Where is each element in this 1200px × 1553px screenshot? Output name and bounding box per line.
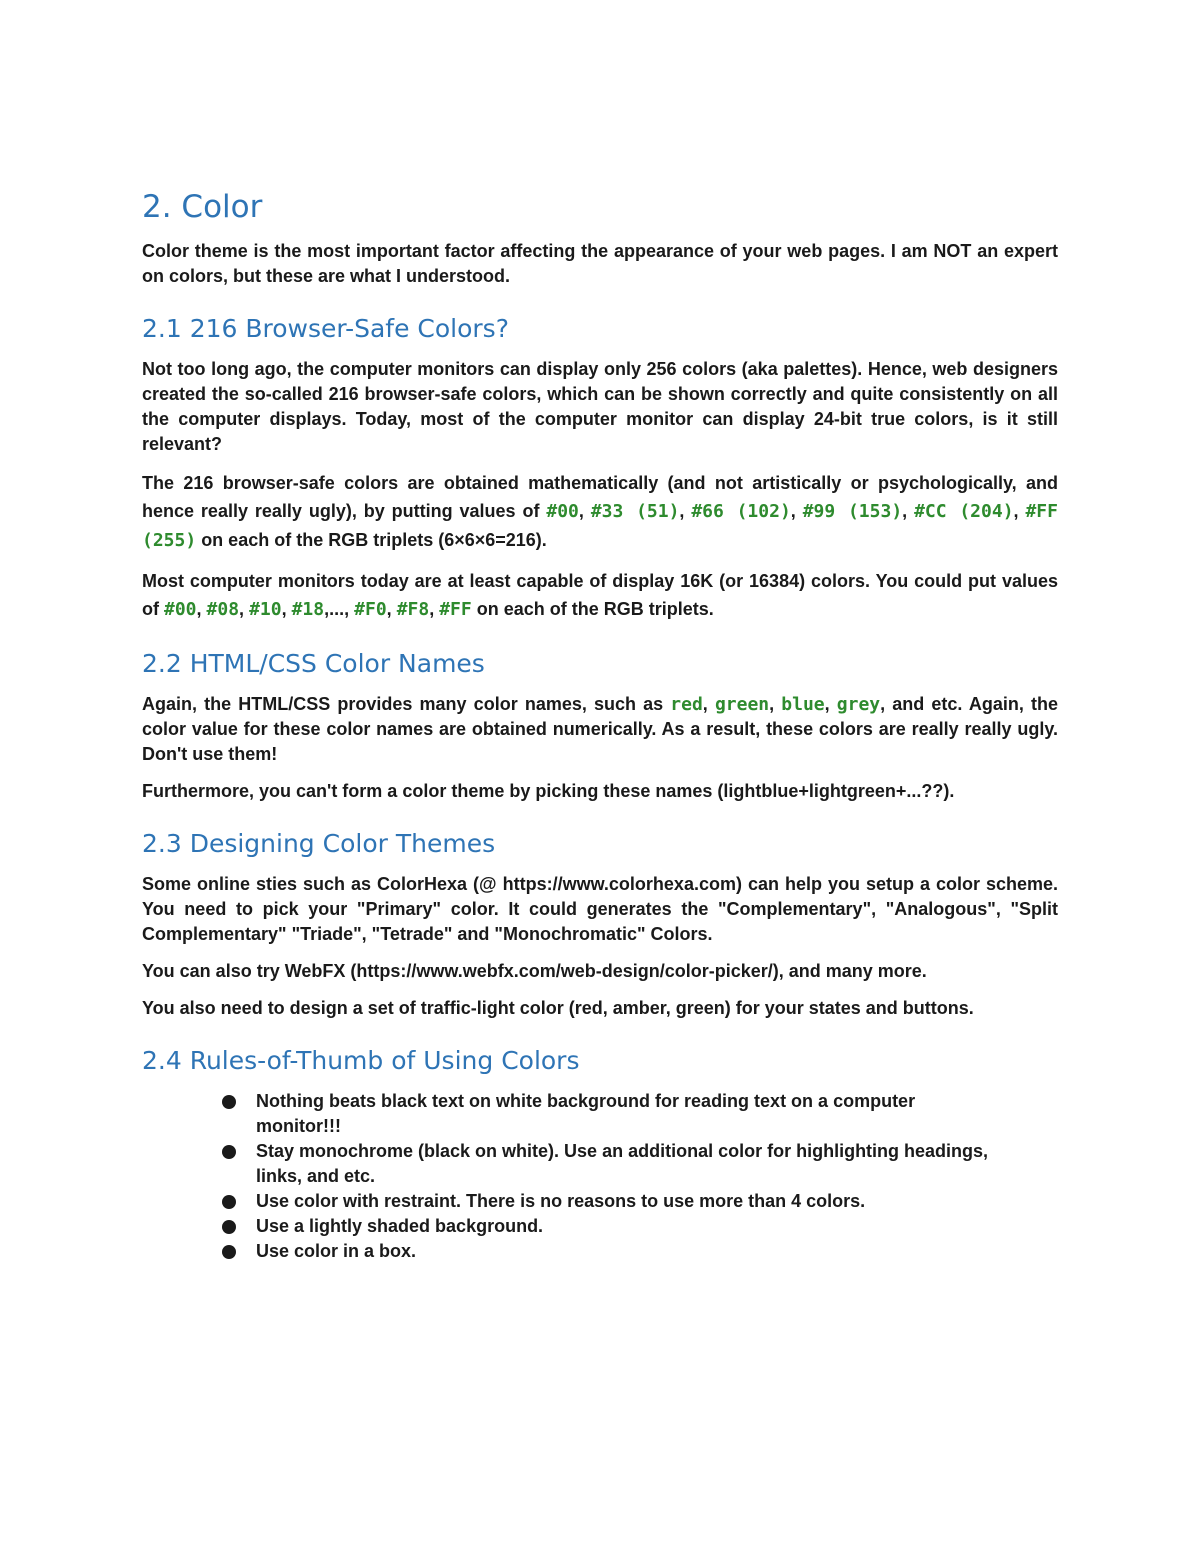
s21-paragraph-1: Not too long ago, the computer monitors can display only 256 colors (aka palettes). Hence, web designers created the so-called 216 browser-safe colors, which can be shown correctly and quite consistently on all the computer displays. Today, most of the computer monitor can display 24-bit true colors, is it still relevant? bbox=[142, 359, 1058, 454]
code-value: #F8 bbox=[396, 599, 430, 620]
list-item bbox=[222, 1189, 1002, 1214]
code-value: #00 bbox=[546, 501, 579, 522]
s23-paragraph-2: You can also try WebFX (https://www.webfx.com/web-design/color-picker/), and many more. bbox=[142, 961, 927, 981]
s21-p2-text: The 216 browser-safe colors are obtained mathematically (and not artistically or psychologically, and hence really really ugly), by putting values of bbox=[142, 473, 1058, 521]
subsection-2-4-title: 2.4 Rules-of-Thumb of Using Colors bbox=[142, 1046, 580, 1075]
subsection-2-1-title: 2.1 216 Browser-Safe Colors? bbox=[142, 314, 509, 343]
code-value: #33 (51) bbox=[590, 501, 680, 522]
code-value: #99 (153) bbox=[802, 501, 903, 522]
rules-list bbox=[222, 1089, 1002, 1264]
list-item bbox=[222, 1089, 1002, 1139]
s21-paragraph-2: The 216 browser-safe colors are obtained mathematically (and not artistically or psychologically, and hence really really ugly), by putting values of #00, #33 (51), #66 (102), #99 (153), #CC (204), #FF (255) on each of the RGB triplets (6×6×6=216). bbox=[142, 473, 1058, 551]
s22-paragraph-1: Again, the HTML/CSS provides many color names, such as red, green, blue, grey, and etc. Again, the color value for these color names are obtained numerically. As a result, these colors are really really ugly. Don't use them! bbox=[142, 694, 1058, 764]
subsection-2-2-title: 2.2 HTML/CSS Color Names bbox=[142, 649, 485, 678]
code-value: #CC (204) bbox=[914, 501, 1014, 522]
bullet-icon bbox=[222, 1145, 236, 1159]
code-value: green bbox=[714, 694, 770, 715]
document-content bbox=[142, 185, 1058, 1264]
list-item bbox=[222, 1214, 1002, 1239]
code-value: #00 bbox=[164, 599, 197, 620]
s22-p1-text-end: , and etc. Again, the color value for these color names are obtained numerically. As a result, these colors are really really ugly. Don't use them! bbox=[142, 694, 1058, 764]
list-item-text: Use color in a box. bbox=[256, 1241, 417, 1261]
code-value: #10 bbox=[249, 599, 282, 620]
list-item-text: Stay monochrome (black on white). Use an additional color for highlighting headings, links, and etc. bbox=[256, 1141, 989, 1186]
code-value: #08 bbox=[206, 599, 240, 620]
s21-p3-text: Most computer monitors today are at least capable of display 16K (or 16384) colors. You could put values of bbox=[142, 571, 1058, 619]
section-intro: Color theme is the most important factor affecting the appearance of your web pages. I am NOT an expert on colors, but these are what I understood. bbox=[142, 241, 1058, 286]
bullet-icon bbox=[222, 1245, 236, 1259]
list-item-text: Use color with restraint. There is no reasons to use more than 4 colors. bbox=[256, 1191, 866, 1211]
list-item bbox=[222, 1139, 1002, 1189]
code-value: #F0 bbox=[354, 599, 387, 620]
s23-paragraph-3: You also need to design a set of traffic-light color (red, amber, green) for your states and buttons. bbox=[142, 998, 974, 1018]
subsection-2-3-title: 2.3 Designing Color Themes bbox=[142, 829, 496, 858]
s22-p1-text: Again, the HTML/CSS provides many color names, such as bbox=[142, 694, 671, 714]
code-value: blue bbox=[781, 694, 825, 715]
code-value: grey bbox=[836, 694, 881, 715]
list-item-text: Use a lightly shaded background. bbox=[256, 1216, 544, 1236]
code-value: red bbox=[670, 694, 703, 715]
list-item bbox=[222, 1239, 1002, 1264]
list-item-text: Nothing beats black text on white background for reading text on a computer monitor!!! bbox=[256, 1091, 916, 1136]
ellipsis: ... bbox=[329, 599, 345, 619]
bullet-icon bbox=[222, 1095, 236, 1109]
s21-p2-text-end: on each of the RGB triplets (6×6×6=216). bbox=[196, 530, 547, 550]
s21-p3-text-end: on each of the RGB triplets. bbox=[471, 599, 714, 619]
code-value: #FF (255) bbox=[142, 501, 1058, 551]
code-value: #18 bbox=[291, 599, 325, 620]
s21-paragraph-3: Most computer monitors today are at least capable of display 16K (or 16384) colors. You could put values of #00, #08, #10, #18,..., #F0, #F8, #FF on each of the RGB triplets. bbox=[142, 571, 1058, 620]
s22-paragraph-2: Furthermore, you can't form a color theme by picking these names (lightblue+lightgreen+...??). bbox=[142, 781, 955, 801]
bullet-icon bbox=[222, 1220, 236, 1234]
s23-paragraph-1: Some online sties such as ColorHexa (@ https://www.colorhexa.com) can help you setup a color scheme. You need to pick your "Primary" color. It could generates the "Complementary", "Analogous", "Split Complementary" "Triade", "Tetrade" and "Monochromatic" Colors. bbox=[142, 874, 1058, 944]
section-title: 2. Color bbox=[142, 189, 263, 225]
bullet-icon bbox=[222, 1195, 236, 1209]
code-value: #66 (102) bbox=[691, 501, 791, 522]
code-value: #FF bbox=[439, 599, 472, 620]
